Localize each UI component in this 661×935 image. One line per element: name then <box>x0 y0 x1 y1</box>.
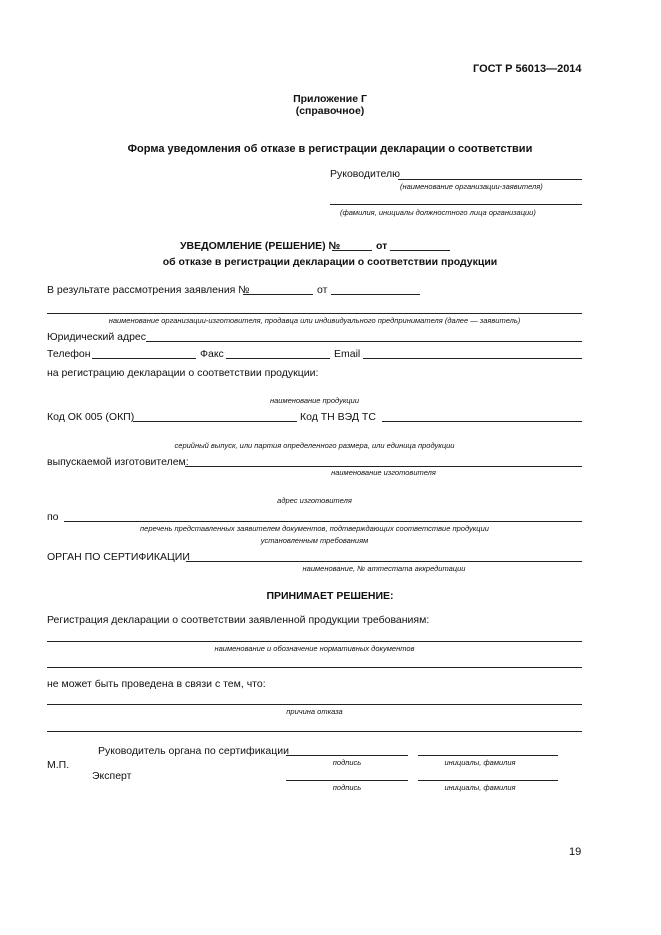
head-name-line <box>418 755 558 756</box>
registration-text: на регистрацию декларации о соответствии продукции: <box>47 367 319 379</box>
result-text: В результате рассмотрения заявления № <box>47 284 250 296</box>
email-label: Email <box>334 348 361 360</box>
head-signature-caption: подпись <box>332 758 362 767</box>
expert-name-line <box>418 780 558 781</box>
head-signature-line <box>286 755 408 756</box>
manufacturer-label: выпускаемой изготовителем: <box>47 456 189 468</box>
appendix-title: Приложение Г <box>293 93 367 105</box>
decision-heading: ПРИНИМАЕТ РЕШЕНИЕ: <box>266 590 394 602</box>
form-title: Форма уведомления об отказе в регистрации декларации о соответствии <box>127 143 533 155</box>
tnved-code-label: Код ТН ВЭД ТС <box>300 411 376 423</box>
expert-label: Эксперт <box>92 770 132 782</box>
cert-body-line <box>186 561 582 562</box>
phone-label: Телефон <box>47 348 91 360</box>
addressee-person-line <box>330 204 582 205</box>
notice-title: УВЕДОМЛЕНИЕ (РЕШЕНИЕ) № <box>180 240 341 252</box>
cert-body-caption: наименование, № аттестата аккредитации <box>302 564 466 573</box>
manufacturer-line <box>185 466 582 467</box>
appendix-note: (справочное) <box>295 105 365 117</box>
reason-line-1 <box>47 704 582 705</box>
expert-name-caption: инициалы, фамилия <box>444 783 516 792</box>
notice-subtitle: об отказе в регистрации декларации о соответствии продукции <box>162 256 498 268</box>
manufacturer-address-caption: адрес изготовителя <box>277 496 352 505</box>
application-date-line <box>331 294 420 295</box>
serial-caption: серийный выпуск, или партия определенного размера, или единица продукции <box>174 441 455 450</box>
addressee-org-line <box>398 179 582 180</box>
notice-number-line <box>332 250 372 251</box>
stamp-label: М.П. <box>47 759 70 771</box>
fax-line <box>226 358 330 359</box>
application-number-line <box>243 294 313 295</box>
standard-number: ГОСТ Р 56013—2014 <box>473 63 582 75</box>
by-label: по <box>47 511 59 523</box>
page-number: 19 <box>569 846 582 858</box>
norm-caption: наименование и обозначение нормативных документов <box>214 644 415 653</box>
okp-code-line <box>133 421 297 422</box>
addressee-person-caption: (фамилия, инициалы должностного лица организации) <box>340 208 536 217</box>
applicant-line <box>47 313 582 314</box>
documents-caption-1: перечень представленных заявителем документов, подтверждающих соответствие продукции <box>140 524 489 533</box>
head-signature-label: Руководитель органа по сертификации <box>98 745 289 757</box>
notice-from-label: от <box>376 240 388 252</box>
applicant-caption: наименование организации-изготовителя, продавца или индивидуального предпринимателя (далее — заявитель) <box>108 316 521 325</box>
notice-date-line <box>390 250 450 251</box>
expert-signature-line <box>286 780 408 781</box>
expert-signature-caption: подпись <box>332 783 362 792</box>
legal-address-line <box>146 341 582 342</box>
addressee-org-caption: (наименование организации-заявителя) <box>400 182 543 191</box>
norm-line-2 <box>47 667 582 668</box>
email-line <box>363 358 582 359</box>
documents-caption-2: установленным требованиям <box>260 536 369 545</box>
manufacturer-caption: наименование изготовителя <box>331 468 436 477</box>
decision-registration-text: Регистрация декларации о соответствии заявленной продукции требованиям: <box>47 614 430 626</box>
documents-line <box>64 521 582 522</box>
cert-body-label: ОРГАН ПО СЕРТИФИКАЦИИ <box>47 551 190 563</box>
addressee-label: Руководителю <box>330 168 401 180</box>
tnved-code-line <box>382 421 582 422</box>
head-name-caption: инициалы, фамилия <box>444 758 516 767</box>
fax-label: Факс <box>200 348 224 360</box>
result-from-label: от <box>317 284 328 296</box>
reason-line-2 <box>47 731 582 732</box>
phone-line <box>92 358 196 359</box>
legal-address-label: Юридический адрес <box>47 331 147 343</box>
cannot-text: не может быть проведена в связи с тем, что: <box>47 678 266 690</box>
product-caption: наименование продукции <box>269 396 359 405</box>
okp-code-label: Код ОК 005 (ОКП) <box>47 411 135 423</box>
reason-caption: причина отказа <box>286 707 343 716</box>
norm-line-1 <box>47 641 582 642</box>
